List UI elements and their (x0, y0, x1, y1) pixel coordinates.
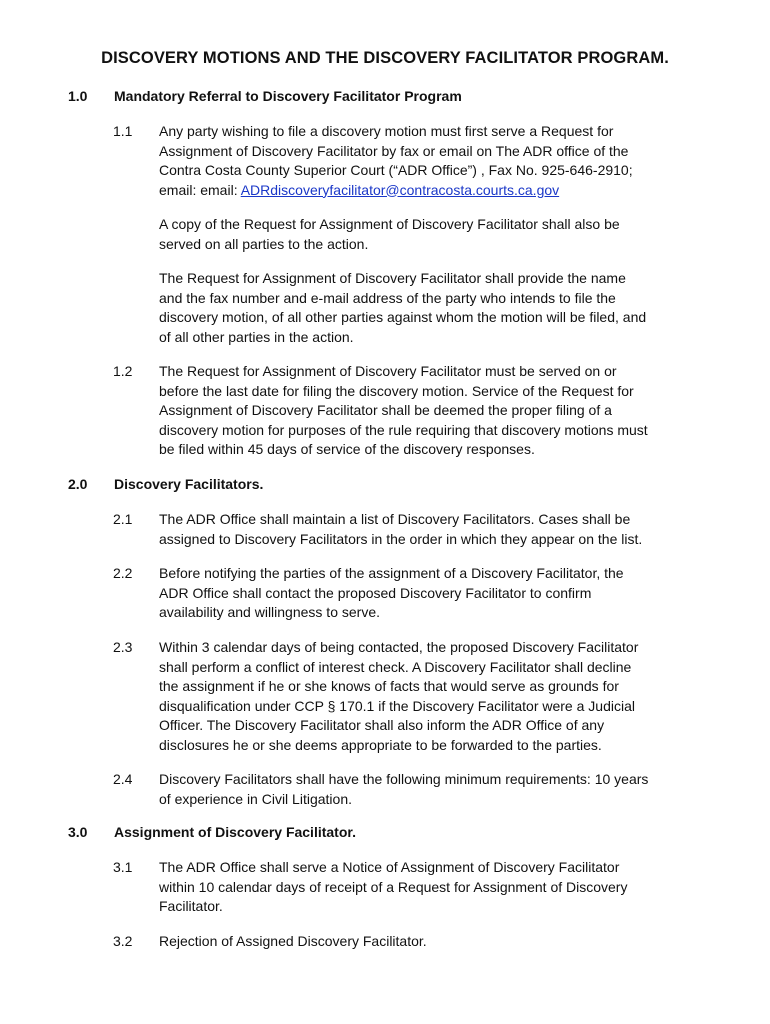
section-heading-2-0 (68, 476, 263, 492)
clause-text (159, 122, 691, 200)
paragraph-line: of all other parties in the action. (159, 328, 354, 345)
paragraph-line: discovery motion, of all other parties against whom the motion will be filed, and (159, 309, 647, 325)
email-prefix: email: email: (159, 181, 241, 198)
clause-line: discovery motion for purposes of the rule requiring that discovery motions must (159, 421, 648, 438)
email-line (159, 181, 691, 201)
clause-1-1-paragraph-2 (159, 215, 691, 254)
clause-number: 3.2 (113, 933, 133, 949)
paragraph-line: A copy of the Request for Assignment of Discovery Facilitator shall also be (159, 216, 620, 232)
section-number: 2.0 (68, 476, 88, 492)
section-title: Mandatory Referral to Discovery Facilitator Program (114, 88, 462, 104)
clause-text (159, 858, 691, 917)
clause-line: disqualification under CCP § 170.1 if the Discovery Facilitator were a Judicial (159, 697, 635, 714)
clause-line: Before notifying the parties of the assignment of a Discovery Facilitator, the (159, 565, 624, 581)
clause-number: 2.3 (113, 639, 133, 655)
clause-line: Any party wishing to file a discovery motion must first serve a Request for (159, 123, 614, 139)
clause-line: Assignment of Discovery Facilitator shall be deemed the proper filing of a (159, 402, 612, 418)
clause-line: Contra Costa County Superior Court (“ADR Office”) , Fax No. 925-646-2910; (159, 162, 633, 178)
section-heading-3-0 (68, 824, 356, 840)
clause-1-1-paragraph-3 (159, 269, 691, 347)
clause-number: 2.1 (113, 511, 133, 527)
clause-line: of experience in Civil Litigation. (159, 790, 352, 807)
section-title: Assignment of Discovery Facilitator. (114, 824, 356, 840)
clause-line: the assignment if he or she knows of facts that would serve as grounds for (159, 678, 619, 694)
paragraph-line: The Request for Assignment of Discovery Facilitator shall provide the name (159, 270, 626, 286)
section-number: 1.0 (68, 88, 88, 104)
section-number: 3.0 (68, 824, 88, 840)
clause-line: Discovery Facilitators shall have the following minimum requirements: 10 years (159, 771, 649, 787)
clause-text (159, 770, 691, 809)
clause-line: be filed within 45 days of service of the discovery responses. (159, 441, 535, 457)
clause-line: disclosures he or she deems appropriate to be forwarded to the parties. (159, 736, 602, 753)
clause-line: The ADR Office shall maintain a list of Discovery Facilitators. Cases shall be (159, 511, 631, 527)
clause-number: 1.2 (113, 363, 133, 379)
clause-line: The Request for Assignment of Discovery Facilitator must be served on or (159, 363, 617, 379)
clause-line: Rejection of Assigned Discovery Facilitator. (159, 933, 427, 949)
clause-line: Facilitator. (159, 898, 223, 914)
clause-line: before the last date for filing the discovery motion. Service of the Request for (159, 382, 634, 399)
clause-line: Within 3 calendar days of being contacted, the proposed Discovery Facilitator (159, 639, 639, 655)
clause-number: 2.2 (113, 565, 133, 581)
clause-line: shall perform a conflict of interest check. A Discovery Facilitator shall decline (159, 658, 632, 675)
clause-line: availability and willingness to serve. (159, 604, 380, 620)
clause-line: within 10 calendar days of receipt of a Request for Assignment of Discovery (159, 878, 628, 895)
clause-line: The ADR Office shall serve a Notice of Assignment of Discovery Facilitator (159, 859, 620, 875)
clause-text (159, 362, 691, 460)
section-heading-1-0 (68, 88, 462, 104)
clause-number: 1.1 (113, 123, 133, 139)
clause-line: Assignment of Discovery Facilitator by fax or email on The ADR office of the (159, 142, 629, 159)
clause-line: Officer. The Discovery Facilitator shall also inform the ADR Office of any (159, 717, 605, 733)
paragraph-line: served on all parties to the action. (159, 235, 369, 252)
clause-number: 2.4 (113, 771, 133, 787)
document-title: DISCOVERY MOTIONS AND THE DISCOVERY FACILITATOR PROGRAM. (101, 49, 669, 67)
clause-text (159, 638, 691, 755)
clause-line: assigned to Discovery Facilitators in the order in which they appear on the list. (159, 530, 643, 547)
section-title: Discovery Facilitators. (114, 476, 264, 492)
clause-text (159, 510, 691, 549)
adr-email-link[interactable]: ADRdiscoveryfacilitator@contracosta.courts.ca.gov (240, 181, 560, 198)
clause-number: 3.1 (113, 859, 133, 875)
clause-text (159, 932, 691, 952)
clause-text (159, 564, 691, 623)
paragraph-line: and the fax number and e-mail address of the party who intends to file the (159, 289, 616, 306)
clause-line: ADR Office shall contact the proposed Discovery Facilitator to confirm (159, 584, 592, 601)
